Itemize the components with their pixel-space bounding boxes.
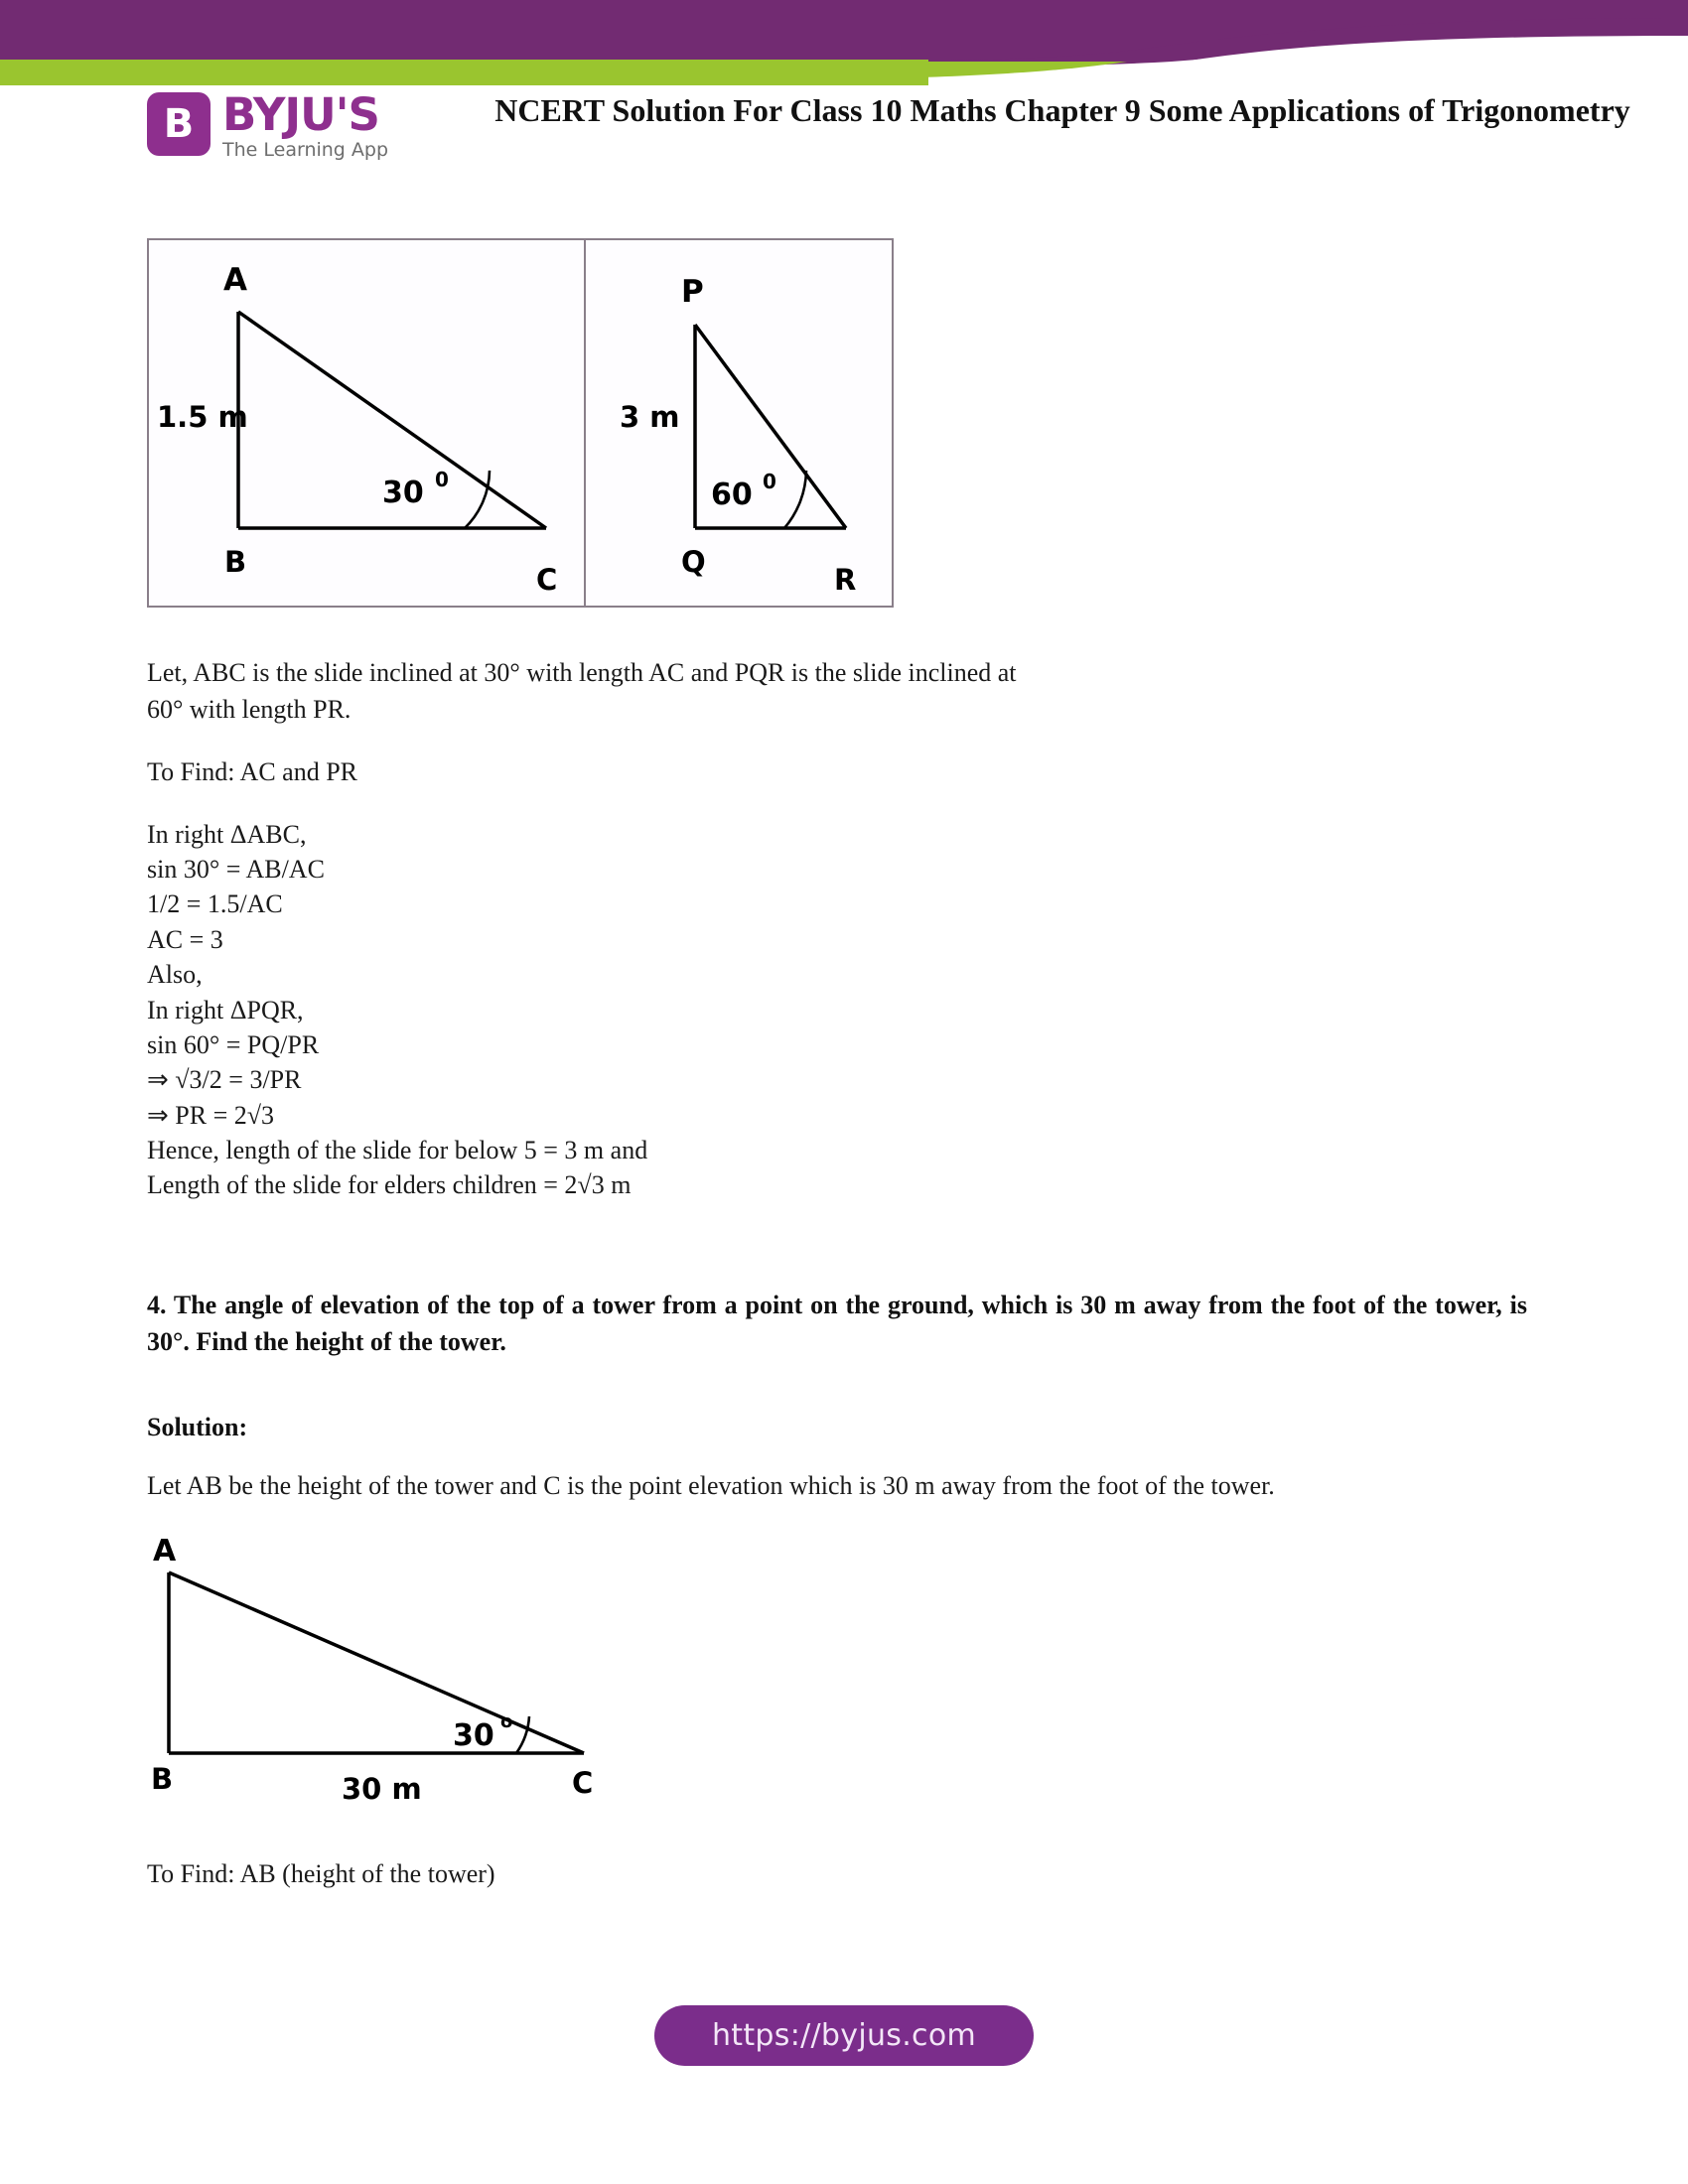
solution3-step: sin 60° = PQ/PR bbox=[147, 1029, 320, 1059]
angle-arc-r bbox=[784, 471, 806, 528]
label-vertex-b: B bbox=[151, 1761, 174, 1796]
page-header bbox=[0, 84, 1688, 213]
question-4-to-find: To Find: AB (height of the tower) bbox=[147, 1858, 495, 1888]
solution3-step: In right ΔABC, bbox=[147, 819, 307, 849]
logo-wordmark: BYJU'S bbox=[222, 88, 379, 141]
logo-b-glyph: B bbox=[163, 101, 195, 147]
label-side-ab: 1.5 m bbox=[157, 400, 248, 434]
figure-cell-pqr bbox=[586, 240, 892, 606]
banner-green-bar bbox=[0, 60, 928, 85]
label-angle-c-degree: o bbox=[500, 1710, 513, 1732]
figure-tower-triangle bbox=[147, 1533, 1527, 1831]
label-vertex-a: A bbox=[223, 262, 247, 298]
page-title: NCERT Solution For Class 10 Maths Chapter 9 Some Applications of Trigonometry bbox=[494, 92, 1630, 128]
banner-swoosh-graphic bbox=[0, 0, 1688, 94]
label-vertex-c: C bbox=[536, 563, 558, 597]
solution3-let-line2: 60° with length PR. bbox=[147, 694, 352, 724]
byjus-url-pill[interactable]: https://byjus.com bbox=[654, 2005, 1034, 2066]
figure-slide-triangles bbox=[147, 238, 894, 608]
solution3-step: sin 30° = AB/AC bbox=[147, 855, 325, 885]
logo-tagline: The Learning App bbox=[222, 139, 389, 161]
byjus-logo-mark-icon bbox=[147, 92, 211, 156]
question-4-text: 4. The angle of elevation of the top of a tower from a point on the ground, which is 30 m away from the foot of the tower, is 30°. Find the height of the tower. bbox=[147, 1290, 1527, 1357]
solution3-step: AC = 3 bbox=[147, 924, 223, 954]
label-angle-r-degree: 0 bbox=[763, 470, 776, 493]
solution3-step: In right ΔPQR, bbox=[147, 995, 304, 1024]
solution3-step: Length of the slide for elders children = 2√3 m bbox=[147, 1170, 632, 1200]
label-base-bc: 30 m bbox=[342, 1771, 422, 1806]
solution3-let-line1: Let, ABC is the slide inclined at 30° with length AC and PQR is the slide inclined at bbox=[147, 658, 1017, 687]
solution3-step: ⇒ √3/2 = 3/PR bbox=[147, 1065, 302, 1095]
solution3-step: Also, bbox=[147, 960, 203, 990]
label-angle-r-value: 60 bbox=[711, 478, 753, 512]
label-vertex-r: R bbox=[834, 563, 857, 597]
label-vertex-p: P bbox=[681, 274, 704, 310]
label-angle-c-value: 30 bbox=[382, 476, 424, 510]
byjus-logo[interactable] bbox=[147, 88, 389, 161]
label-angle-c-degree: 0 bbox=[435, 468, 449, 491]
label-side-pq: 3 m bbox=[620, 400, 680, 434]
label-vertex-a: A bbox=[153, 1533, 177, 1569]
segment-ac bbox=[169, 1572, 584, 1753]
question-4-intro: Let AB be the height of the tower and C is the point elevation which is 30 m away from the foot of the tower. bbox=[147, 1471, 1275, 1501]
solution3-step: Hence, length of the slide for below 5 = 3 m and bbox=[147, 1135, 648, 1164]
triangle-tower-diagram bbox=[147, 1533, 614, 1831]
question-4-solution-label: Solution: bbox=[147, 1413, 248, 1442]
label-vertex-c: C bbox=[572, 1765, 594, 1800]
angle-arc-c bbox=[516, 1716, 529, 1753]
label-vertex-b: B bbox=[224, 545, 247, 579]
page-footer bbox=[0, 2005, 1688, 2066]
label-angle-c-value: 30 bbox=[453, 1717, 494, 1753]
label-vertex-q: Q bbox=[681, 545, 706, 579]
top-decorative-banner bbox=[0, 0, 1688, 94]
document-content bbox=[0, 238, 1688, 1893]
triangle-pqr-diagram bbox=[586, 240, 888, 606]
solution3-to-find: To Find: AC and PR bbox=[147, 756, 357, 786]
triangle-abc-diagram bbox=[149, 240, 582, 606]
solution3-step: 1/2 = 1.5/AC bbox=[147, 889, 283, 919]
solution3-steps bbox=[147, 817, 1527, 1203]
figure-cell-abc bbox=[149, 240, 586, 606]
solution3-step: ⇒ PR = 2√3 bbox=[147, 1100, 275, 1130]
